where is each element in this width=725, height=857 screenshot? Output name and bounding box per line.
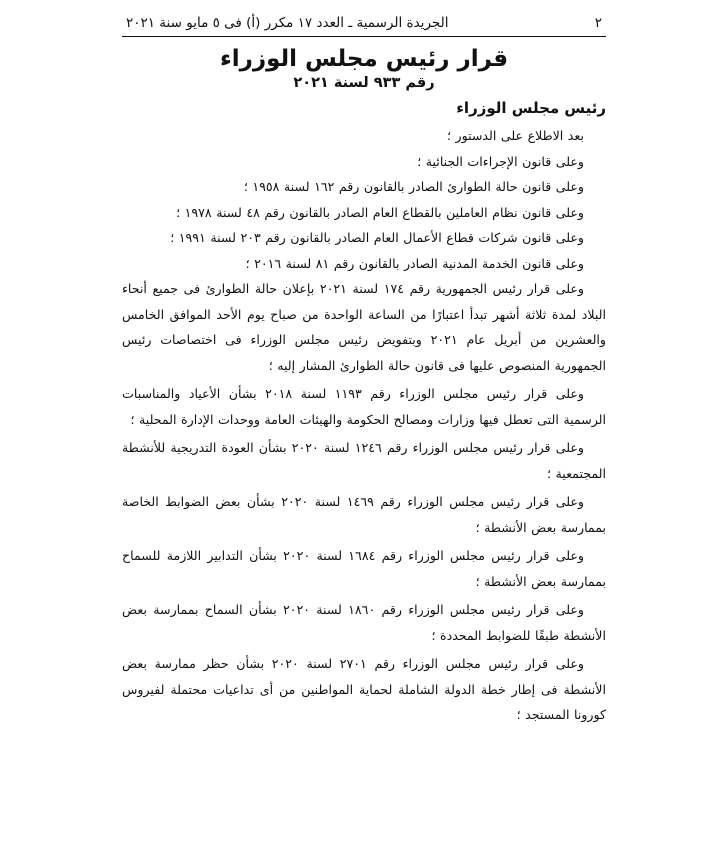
gazette-page <box>122 12 606 728</box>
decree-number: رقم ٩٣٣ لسنة ٢٠٢١ <box>293 75 435 91</box>
header-divider <box>122 36 606 37</box>
journal-issue-line: الجريدة الرسمية ـ العدد ١٧ مكرر (أ) فى ٥ مايو سنة ٢٠٢١ <box>126 15 449 31</box>
clause-presidential-decree-174: وعلى قرار رئيس الجمهورية رقم ١٧٤ لسنة ٢٠٢١ بإعلان حالة الطوارئ فى جميع أنحاء البلاد لمدة ثلاثة أشهر تبدأ اعتبارًا من الساعة الواحدة من صباح يوم الأحد الموافق الخامس والعشرين من أبريل عام ٢٠٢١ وبتفويض رئيس مجلس الوزراء فى اختصاصات رئيس الجمهورية المنصوص عليها فى قانون حالة الطوارئ المشار إليه ؛ <box>122 281 606 373</box>
preamble-clauses <box>122 123 606 728</box>
clause-decree-1246: وعلى قرار رئيس مجلس الوزراء رقم ١٢٤٦ لسنة ٢٠٢٠ بشأن العودة التدريجية للأنشطة المجتمعية ؛ <box>122 440 606 481</box>
page-number: ٢ <box>594 15 602 31</box>
clause-decree-1193: وعلى قرار رئيس مجلس الوزراء رقم ١١٩٣ لسنة ٢٠١٨ بشأن الأعياد والمناسبات الرسمية التى تعطل فيها وزارات ومصالح الحكومة والهيئات العامة ووحدات الإدارة المحلية ؛ <box>122 386 606 427</box>
clause-decree-1684: وعلى قرار رئيس مجلس الوزراء رقم ١٦٨٤ لسنة ٢٠٢٠ بشأن التدابير اللازمة للسماح بممارسة بعض الأنشطة ؛ <box>122 548 606 589</box>
clause-constitution: بعد الاطلاع على الدستور ؛ <box>446 128 584 143</box>
clause-civil-service-law: وعلى قانون الخدمة المدنية الصادر بالقانون رقم ٨١ لسنة ٢٠١٦ ؛ <box>245 255 584 271</box>
clause-decree-1469: وعلى قرار رئيس مجلس الوزراء رقم ١٤٦٩ لسنة ٢٠٢٠ بشأن بعض الضوابط الخاصة بممارسة بعض الأنشطة ؛ <box>122 494 606 535</box>
clause-decree-1860: وعلى قرار رئيس مجلس الوزراء رقم ١٨٦٠ لسنة ٢٠٢٠ بشأن السماح بممارسة بعض الأنشطة طبقًا للضوابط المحددة ؛ <box>122 602 606 643</box>
decree-issuer: رئيس مجلس الوزراء <box>456 99 606 117</box>
clause-public-business-companies-law: وعلى قانون شركات قطاع الأعمال العام الصادر بالقانون رقم ٢٠٣ لسنة ١٩٩١ ؛ <box>170 230 584 245</box>
clause-emergency-law: وعلى قانون حالة الطوارئ الصادر بالقانون رقم ١٦٢ لسنة ١٩٥٨ ؛ <box>243 179 584 194</box>
clause-criminal-procedure-law: وعلى قانون الإجراءات الجنائية ؛ <box>417 153 584 169</box>
clause-public-sector-workers-law: وعلى قانون نظام العاملين بالقطاع العام الصادر بالقانون رقم ٤٨ لسنة ١٩٧٨ ؛ <box>176 204 584 220</box>
clause-decree-2701: وعلى قرار رئيس مجلس الوزراء رقم ٢٧٠١ لسنة ٢٠٢٠ بشأن حظر ممارسة بعض الأنشطة فى إطار خطة الدولة الشاملة لحماية المواطنين من أى تداعيات محتملة لفيروس كورونا المستجد ؛ <box>122 656 606 722</box>
page-header <box>122 12 606 36</box>
decree-title: قرار رئيس مجلس الوزراء <box>219 46 509 72</box>
